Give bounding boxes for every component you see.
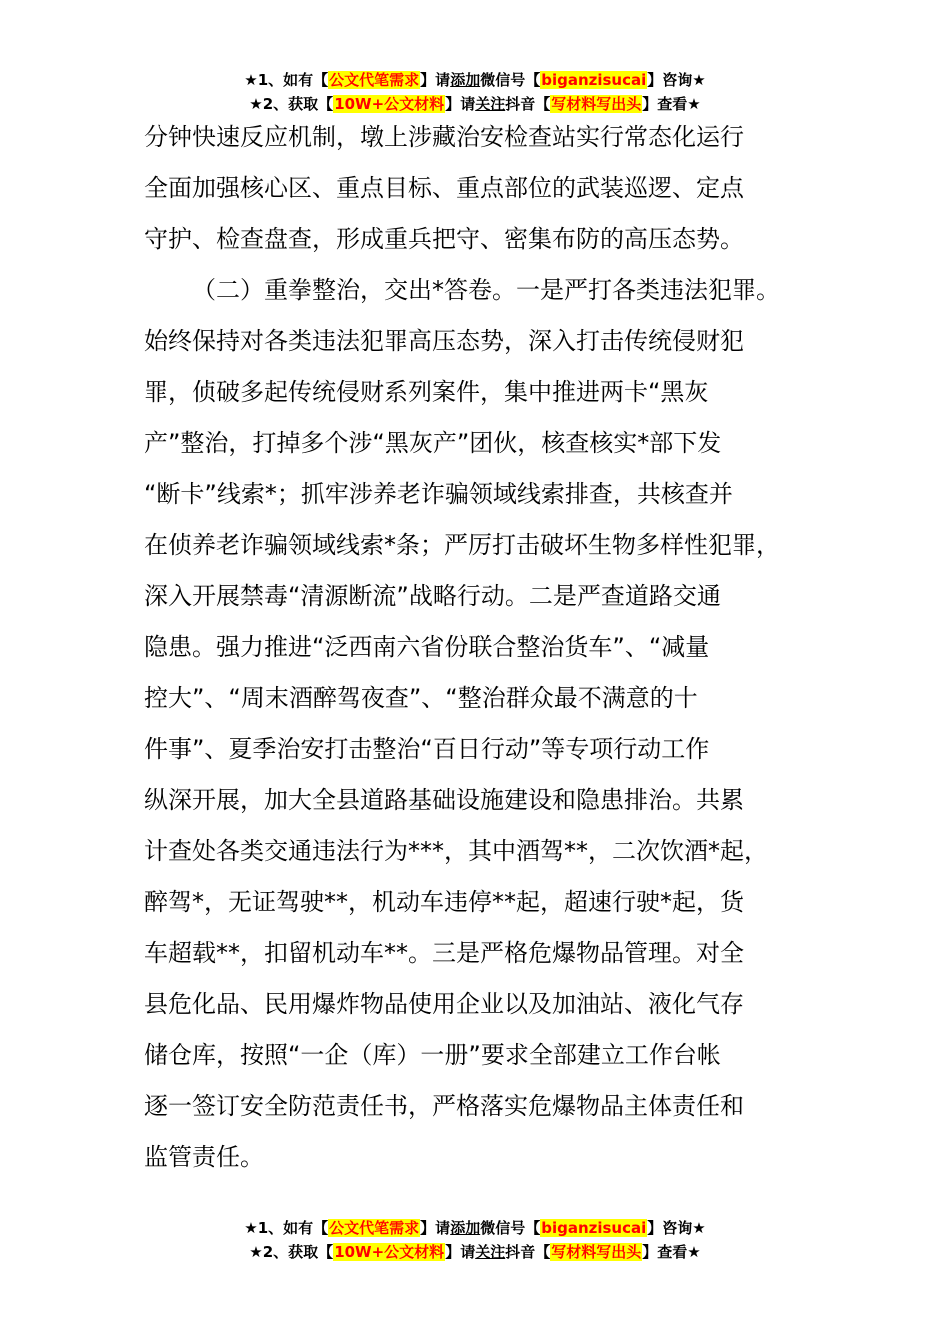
body-line: 件事”、夏季治安打击整治“百日行动”等专项行动工作 (144, 735, 710, 763)
banner-text: ★1、如有【 (244, 1219, 329, 1237)
body-line: 分钟快速反应机制，墩上涉藏治安检查站实行常态化运行 (144, 123, 744, 151)
banner-line-1 (0, 68, 950, 92)
body-line: 醉驾*，无证驾驶**，机动车违停**起，超速行驶*起，货 (144, 888, 744, 916)
underlined-text: 关注 (475, 1243, 506, 1261)
footer-banner (0, 1216, 950, 1264)
body-line: 隐患。强力推进“泛西南六省份联合整治货车”、“减量 (144, 633, 710, 661)
highlight-text: 10W+公文材料 (334, 1243, 445, 1261)
banner-text: 】请 (420, 1219, 451, 1237)
body-line: 纵深开展，加大全县道路基础设施建设和隐患排治。共累 (144, 786, 744, 814)
banner-text: ★2、获取【 (249, 1243, 334, 1261)
section-heading-line: （二）重拳整治，交出*答卷。一是严打各类违法犯罪。 (192, 276, 780, 304)
underlined-text: 添加 (450, 1219, 481, 1237)
banner-text: 】请 (445, 95, 476, 113)
banner-text: 】请 (420, 71, 451, 89)
banner-text: 】咨询★ (647, 71, 706, 89)
banner-text: 】查看★ (642, 1243, 701, 1261)
body-line: 逐一签订安全防范责任书，严格落实危爆物品主体责任和 (144, 1092, 744, 1120)
header-banner (0, 68, 950, 116)
banner-text: 】请 (445, 1243, 476, 1261)
body-line: 监管责任。 (144, 1143, 264, 1171)
body-line: 产”整治，打掉多个涉“黑灰产”团伙，核查核实*部下发 (144, 429, 722, 457)
body-line: 计查处各类交通违法行为***，其中酒驾**，二次饮酒*起， (144, 837, 768, 865)
body-line: 在侦养老诈骗领域线索*条；严厉打击破坏生物多样性犯罪， (144, 531, 780, 559)
banner-text: 微信号【 (480, 71, 541, 89)
banner-line-2 (0, 1240, 950, 1264)
body-line: 始终保持对各类违法犯罪高压态势，深入打击传统侵财犯 (144, 327, 744, 355)
highlight-text: 公文代笔需求 (329, 1219, 420, 1237)
highlight-text: 写材料写出头 (551, 1243, 642, 1261)
body-line: 全面加强核心区、重点目标、重点部位的武装巡逻、定点 (144, 174, 744, 202)
underlined-text: 添加 (450, 71, 481, 89)
body-line: 储仓库，按照“一企（库）一册”要求全部建立工作台帐 (144, 1041, 721, 1069)
body-line: 控大”、“周末酒醉驾夜查”、“整治群众最不满意的十 (144, 684, 698, 712)
underlined-text: 关注 (475, 95, 506, 113)
body-line: 车超载**，扣留机动车**。三是严格危爆物品管理。对全 (144, 939, 744, 967)
highlight-text: biganzisucai (541, 71, 647, 89)
banner-text: ★2、获取【 (249, 95, 334, 113)
banner-text: ★1、如有【 (244, 71, 329, 89)
document-body (144, 112, 834, 1183)
banner-text: 】咨询★ (647, 1219, 706, 1237)
body-line: “断卡”线索*；抓牢涉养老诈骗领域线索排查，共核查并 (144, 480, 733, 508)
highlight-text: biganzisucai (541, 1219, 647, 1237)
banner-text: 微信号【 (480, 1219, 541, 1237)
banner-line-1 (0, 1216, 950, 1240)
body-line: 深入开展禁毒“清源断流”战略行动。二是严查道路交通 (144, 582, 721, 610)
highlight-text: 写材料写出头 (551, 95, 642, 113)
body-line: 守护、检查盘查，形成重兵把守、密集布防的高压态势。 (144, 225, 744, 253)
banner-text: 抖音【 (505, 1243, 551, 1261)
banner-text: 】查看★ (642, 95, 701, 113)
highlight-text: 10W+公文材料 (334, 95, 445, 113)
highlight-text: 公文代笔需求 (329, 71, 420, 89)
body-line: 罪，侦破多起传统侵财系列案件，集中推进两卡“黑灰 (144, 378, 709, 406)
banner-text: 抖音【 (505, 95, 551, 113)
body-line: 县危化品、民用爆炸物品使用企业以及加油站、液化气存 (144, 990, 744, 1018)
